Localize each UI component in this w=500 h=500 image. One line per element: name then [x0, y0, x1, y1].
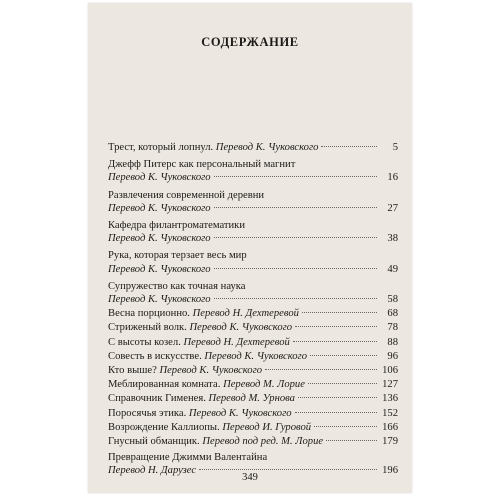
toc-entry	[108, 307, 398, 320]
toc-entry-line	[108, 141, 398, 154]
toc-entry-translator: Перевод К. Чуковского	[108, 263, 211, 275]
toc-entry	[108, 435, 398, 448]
toc-entry-page: 196	[382, 465, 398, 477]
toc-entry-title: Трест, который лопнул.	[108, 142, 214, 153]
dot-leader	[199, 469, 377, 470]
toc-entry-line	[108, 263, 398, 276]
toc-entry-translator: Перевод К. Чуковского	[108, 202, 211, 214]
toc-entry-page: 58	[387, 294, 398, 306]
toc-entry-line	[108, 189, 398, 202]
dot-leader	[295, 412, 377, 413]
toc-entry	[108, 421, 398, 434]
toc-entry-page: 179	[382, 436, 398, 448]
toc-entry-page: 96	[387, 350, 398, 362]
dot-leader	[214, 268, 377, 269]
toc-entry-page: 49	[387, 263, 398, 275]
toc-entry-line	[108, 364, 398, 377]
dot-leader	[295, 326, 377, 327]
toc-entry	[108, 219, 398, 245]
toc-list	[108, 141, 398, 478]
toc-entry-translator: Перевод К. Чуковского	[189, 322, 293, 334]
toc-entry-line	[108, 202, 398, 215]
dot-leader	[214, 237, 377, 238]
toc-entry-line	[108, 307, 398, 320]
toc-entry-title: Превращение Джимми Валентайна	[108, 452, 268, 464]
toc-entry-line	[108, 435, 398, 448]
toc-entry-translator: Перевод К. Чуковского	[215, 142, 319, 153]
toc-entry	[108, 350, 398, 363]
toc-heading: СОДЕРЖАНИЕ	[201, 35, 299, 49]
toc-entry-line	[108, 321, 398, 334]
dot-leader	[314, 426, 377, 427]
toc-entry-line	[108, 421, 398, 434]
dot-leader	[214, 298, 377, 299]
dot-leader	[308, 383, 377, 384]
toc-entry-page: 27	[387, 202, 398, 214]
toc-entry-page: 166	[382, 421, 398, 433]
toc-entry-title: Джефф Питерс как персональный магнит	[108, 159, 296, 171]
toc-entry-title: Кафедра филантроматематики	[108, 220, 245, 232]
dot-leader	[321, 146, 377, 147]
toc-entry-title: С высоты козел.	[108, 336, 181, 348]
toc-entry-title: Рука, которая терзает весь мир	[108, 250, 247, 262]
toc-entry-title: Поросячья этика.	[108, 407, 187, 419]
toc-entry-title: Кто выше?	[108, 365, 157, 377]
toc-entry	[108, 378, 398, 391]
toc-entry-title: Справочник Гименея.	[108, 393, 206, 405]
toc-entry-translator: Перевод И. Гуровой	[222, 421, 312, 433]
toc-entry-line	[108, 219, 398, 232]
dot-leader	[302, 312, 377, 313]
toc-entry-line	[108, 249, 398, 262]
toc-entry-title: Развлечения современной деревни	[108, 189, 265, 201]
toc-entry-translator: Перевод под ред. М. Лорие	[202, 436, 324, 448]
book-page	[88, 3, 412, 493]
toc-entry	[108, 249, 398, 275]
toc-entry-title: Стриженый волк.	[108, 322, 187, 334]
dot-leader	[214, 207, 377, 208]
toc-entry-translator: Перевод К. Чуковского	[188, 407, 292, 419]
toc-entry	[108, 189, 398, 215]
toc-entry-translator: Перевод Н. Дехтеревой	[183, 336, 290, 348]
toc-entry	[108, 321, 398, 334]
dot-leader	[326, 440, 377, 441]
toc-entry-line	[108, 378, 398, 391]
toc-entry	[108, 336, 398, 349]
toc-entry-translator: Перевод Н. Дарузес	[108, 465, 197, 477]
page-number: 349	[242, 472, 258, 483]
toc-entry-title: Меблированная комната.	[108, 379, 221, 391]
toc-entry-line	[108, 407, 398, 420]
toc-entry-title: Супружество как точная наука	[108, 280, 246, 292]
toc-entry-page: 88	[387, 336, 398, 348]
toc-entry-title: Возрождение Каллиопы.	[108, 421, 220, 433]
dot-leader	[310, 355, 377, 356]
toc-entry-translator: Перевод Н. Дехтеревой	[192, 308, 299, 320]
toc-entry-line	[108, 392, 398, 405]
toc-entry-line	[108, 350, 398, 363]
toc-entry-translator: Перевод К. Чуковского	[159, 365, 263, 377]
toc-entry-title: Весна порционно.	[108, 308, 190, 320]
toc-entry-page: 106	[382, 365, 398, 377]
toc-entry-translator: Перевод К. Чуковского	[108, 172, 211, 184]
toc-entry-translator: Перевод К. Чуковского	[108, 233, 211, 245]
toc-entry-translator: Перевод К. Чуковского	[108, 294, 211, 306]
toc-entry	[108, 158, 398, 184]
toc-entry-page: 16	[387, 172, 398, 184]
dot-leader	[298, 397, 377, 398]
dot-leader	[214, 176, 377, 177]
toc-entry	[108, 141, 398, 154]
toc-entry-line	[108, 158, 398, 171]
toc-entry-line	[108, 293, 398, 306]
toc-entry-line	[108, 280, 398, 293]
dot-leader	[293, 341, 377, 342]
toc-entry-translator: Перевод К. Чуковского	[204, 350, 307, 362]
toc-entry-translator: Перевод М. Лорие	[223, 379, 305, 391]
toc-entry	[108, 407, 398, 420]
toc-entry-title: Гнусный обманщик.	[108, 436, 200, 448]
toc-entry-page: 127	[382, 379, 398, 391]
toc-entry-line	[108, 232, 398, 245]
toc-entry-title: Совесть в искусстве.	[108, 350, 202, 362]
toc-entry-page: 152	[382, 407, 398, 419]
toc-entry-page: 78	[387, 322, 398, 334]
dot-leader	[265, 369, 377, 370]
toc-entry-translator: Перевод М. Урнова	[208, 393, 295, 405]
toc-entry-line	[108, 336, 398, 349]
toc-entry-page: 68	[387, 308, 398, 320]
toc-entry-page: 38	[387, 233, 398, 245]
toc-entry-line	[108, 171, 398, 184]
toc-entry	[108, 392, 398, 405]
toc-entry-page: 136	[382, 393, 398, 405]
toc-entry-line	[108, 451, 398, 464]
toc-entry	[108, 364, 398, 377]
toc-entry	[108, 280, 398, 306]
toc-entry-page: 5	[392, 142, 398, 153]
